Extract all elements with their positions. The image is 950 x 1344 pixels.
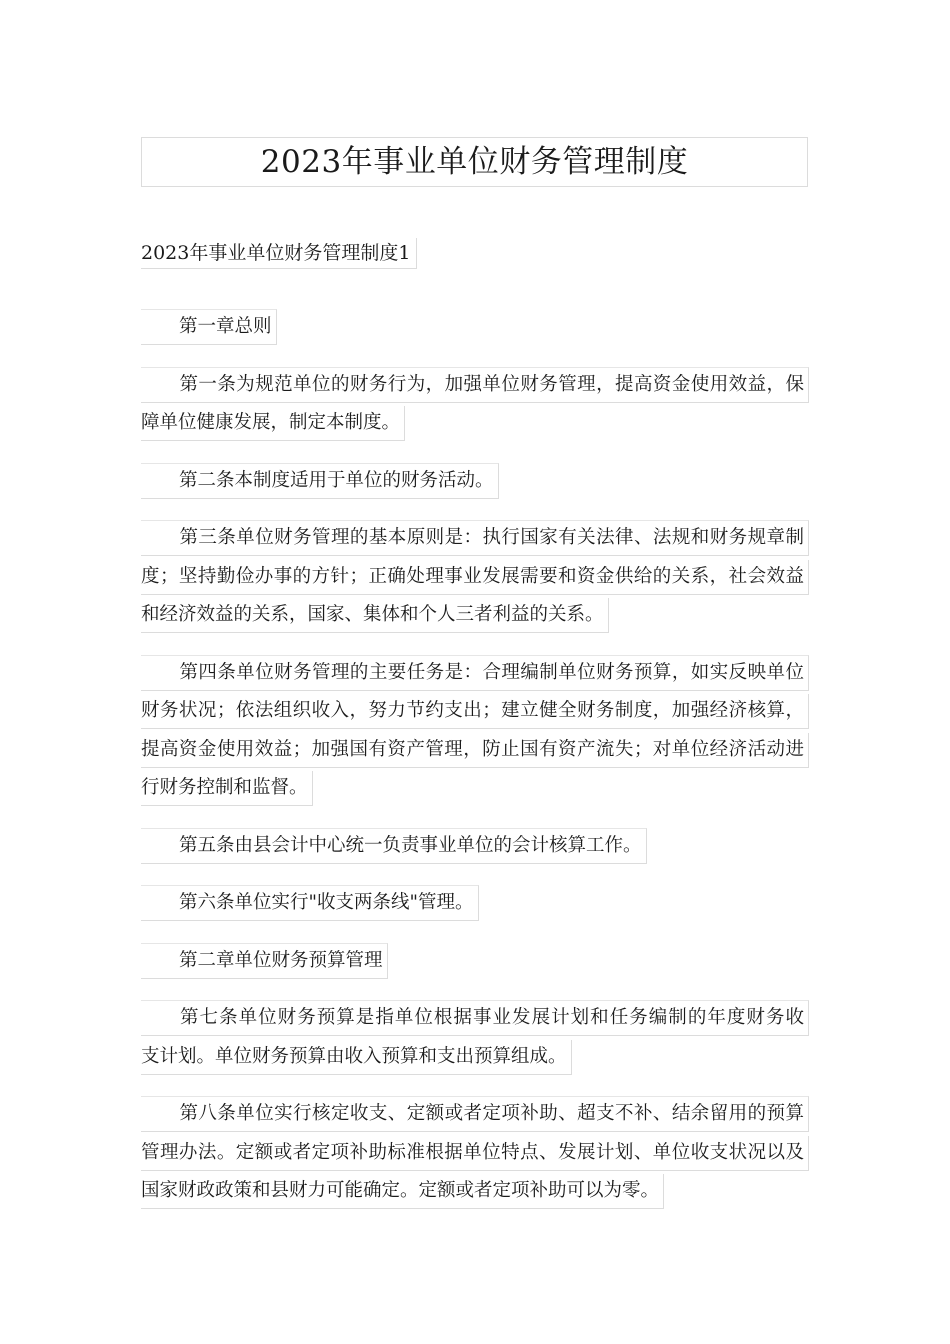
article-paragraph <box>141 827 808 866</box>
paragraph-line: 和经济效益的关系，国家、集体和个人三者利益的关系。 <box>141 598 609 633</box>
article-paragraph <box>141 999 808 1076</box>
paragraph-line: 第三条单位财务管理的基本原则是：执行国家有关法律、法规和财务规章制 <box>179 527 804 548</box>
document-title: 2023年事业单位财务管理制度 <box>141 137 808 187</box>
paragraph-line: 第一章总则 <box>179 316 272 337</box>
article-paragraph <box>141 884 808 923</box>
section-heading: 2023年事业单位财务管理制度1 <box>141 238 417 269</box>
paragraph-line: 第二条本制度适用于单位的财务活动。 <box>179 469 494 491</box>
paragraph-line: 行财务控制和监督。 <box>141 771 313 806</box>
paragraph-line: 管理办法。定额或者定项补助标准根据单位特点、发展计划、单位收支状况以及 <box>141 1136 809 1171</box>
article-paragraph <box>141 1095 808 1211</box>
paragraph-line: 第二章单位财务预算管理 <box>179 949 383 971</box>
paragraph-line: 第八条单位实行核定收支、定额或者定项补助、超支不补、结余留用的预算 <box>179 1103 804 1124</box>
paragraph-line: 第五条由县会计中心统一负责事业单位的会计核算工作。 <box>179 834 642 856</box>
paragraph-line: 第六条单位实行"收支两条线"管理。 <box>179 892 474 913</box>
paragraph-line: 第一条为规范单位的财务行为，加强单位财务管理，提高资金使用效益，保 <box>179 373 804 395</box>
article-paragraph <box>141 654 808 808</box>
document-body <box>141 308 808 1230</box>
paragraph-line: 第四条单位财务管理的主要任务是：合理编制单位财务预算，如实反映单位 <box>179 661 804 683</box>
chapter-heading <box>141 308 808 347</box>
paragraph-line: 度；坚持勤俭办事的方针；正确处理事业发展需要和资金供给的关系，社会效益 <box>141 560 809 595</box>
article-paragraph <box>141 366 808 443</box>
chapter-heading <box>141 942 808 981</box>
article-paragraph <box>141 519 808 635</box>
paragraph-line: 障单位健康发展，制定本制度。 <box>141 406 405 441</box>
paragraph-line: 提高资金使用效益；加强国有资产管理，防止国有资产流失；对单位经济活动进 <box>141 733 809 768</box>
paragraph-line: 第七条单位财务预算是指单位根据事业发展计划和任务编制的年度财务收 <box>179 1007 804 1028</box>
paragraph-line: 国家财政政策和县财力可能确定。定额或者定项补助可以为零。 <box>141 1174 664 1209</box>
paragraph-line: 财务状况；依法组织收入，努力节约支出；建立健全财务制度，加强经济核算， <box>141 694 809 729</box>
paragraph-line: 支计划。单位财务预算由收入预算和支出预算组成。 <box>141 1040 572 1075</box>
article-paragraph <box>141 462 808 501</box>
